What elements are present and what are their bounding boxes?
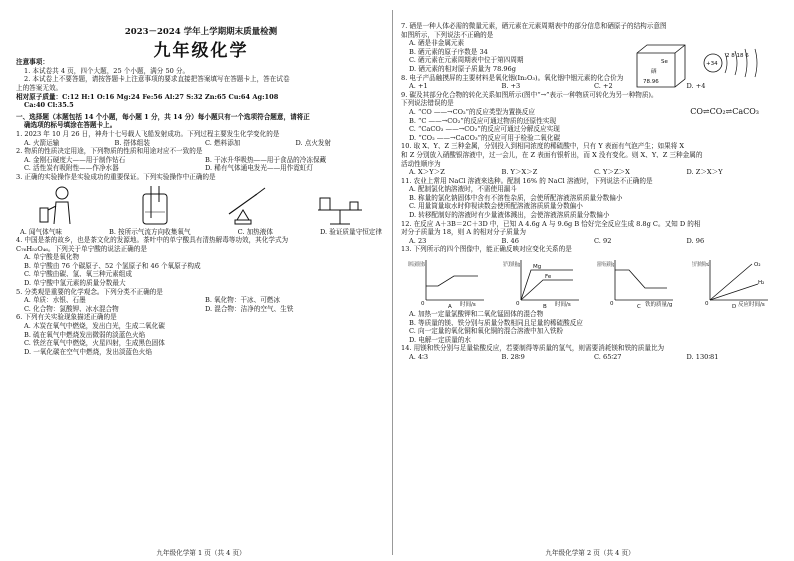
q3-options (16, 228, 386, 237)
q12-option: C. 92 (594, 236, 612, 245)
q13-stem: 13. 下列所示的四个图像中，能正确反映对应变化关系的是 (401, 245, 572, 254)
q5-option: B. 氧化物：干冰、可燃冰 (205, 296, 280, 305)
graph-c-xlabel: 铁的质量/g (645, 302, 673, 309)
notes-item: 上的答案无效。 (16, 83, 63, 92)
q14-option: A. 4∶3 (409, 353, 429, 361)
nucleus-charge: +34 (706, 61, 718, 68)
q3-option: B. 按所示气流方向收集氧气 (108, 227, 191, 236)
q6-option: A. 木炭在氧气中燃烧，发出白光，生成二氧化碳 (24, 322, 165, 331)
q9-option: C. “CaCO₃ ——→CO₂”的反应可通过分解反应实现 (409, 125, 560, 134)
graph-b (502, 256, 583, 311)
q6-option: C. 铁丝在氧气中燃烧，火星四射，生成黑色固体 (24, 339, 165, 348)
electron-shells: 2 8 18 6 (726, 53, 749, 60)
graph-a-xlabel: 时间/s (460, 302, 476, 309)
q9-stem: 9. 碳及其部分化合物的转化关系如图所示(图中“→”表示一种物质可转化为另一种物质)。 (401, 90, 658, 99)
graph-d-series: H₂ (757, 280, 765, 287)
q7-option: C. 硒元素在元素周期表中位于第四周期 (409, 56, 524, 65)
q8-option: B. +3 (501, 82, 521, 91)
q9-option: D. “CO₂ ——→CaCO₃”的反应可用于检验二氧化碳 (409, 133, 561, 142)
graph-c-ylabel: 溶液中铜元素质量/g (597, 262, 647, 269)
q5-stem: 5. 分类观是重要的化学观念。下列分类不正确的是 (16, 287, 163, 296)
balance-figure (310, 184, 370, 226)
q2-option: A. 金刚石硬度大——用于制作钻石 (24, 155, 126, 164)
column-divider (392, 10, 393, 555)
sniff-gas-figure (32, 184, 92, 226)
section-intro-2: 确选项的标号填涂在答题卡上。 (24, 121, 117, 130)
q13-option: B. 等质量的镁、铁分别与质量分数相同且足量的稀硫酸反应 (409, 318, 583, 327)
q9-stem-2: 下列说法错误的是 (401, 99, 454, 108)
carbon-cycle-figure: CO⇌CO₂⇌CaCO₃ (690, 106, 759, 116)
graph-b-origin: 0 (515, 301, 520, 308)
graph-b-xlabel: 时间/s (554, 302, 571, 309)
footer-right: 九年级化学第 2 页（共 4 页） (545, 549, 635, 558)
q8-option: C. +2 (594, 82, 613, 91)
q6-option: D. 一氧化碳在空气中燃烧，发出淡蓝色火焰 (24, 347, 152, 356)
graph-a (408, 256, 488, 311)
q11-option: C. 用量筒量取水时仰视读数会使所配溶液溶质质量分数偏小 (409, 202, 583, 211)
atomic-mass: 相对原子质量：C:12 H:1 O:16 Mg:24 Fe:56 Al:27 S:32 Zn:65 Cu:64 Ag:108 (16, 92, 279, 101)
q2-options (16, 156, 386, 173)
graph-a-origin: 0 (421, 301, 425, 308)
graph-d (691, 256, 772, 311)
q2-option: D. 稀有气体通电发光——用作霓虹灯 (205, 164, 314, 173)
q11-option: A. 配制氯化钠溶液时，不需使用漏斗 (409, 185, 517, 194)
q12-option: A. 23 (409, 236, 427, 245)
q9-option: B. “C ——→CO₂”的反应可通过物质的还原性实现 (409, 116, 557, 125)
exam-title: 2023－2024 学年上学期期末质量检测 (124, 27, 278, 37)
q5-option: A. 单质：水银、石墨 (24, 296, 86, 305)
q10-stem-2: 和 Z 分别放入硝酸银溶液中，过一会儿，在 Z 表面有银析出，而 X 没有变化。则 X、Y、Z 三种金属的 (401, 150, 703, 159)
q14-options (401, 353, 779, 362)
q4-option: B. 单宁酸由 76 个碳原子、52 个氢原子和 46 个氧原子构成 (24, 261, 201, 270)
graph-d-xlabel: 反应时间/s (737, 302, 765, 309)
q7-option: D. 硒元素的相对原子质量为 78.96g (409, 64, 516, 73)
q1-options (16, 139, 386, 148)
graph-c (597, 256, 677, 311)
subject-title: 九年级化学 (153, 40, 249, 61)
q11-option: B. 称量的氯化钠固体中含有不溶性杂质，会使所配溶液溶质质量分数偏小 (409, 193, 623, 202)
graph-d-tag: D (731, 304, 736, 311)
q10-option: B. Y＞X＞Z (501, 168, 538, 177)
q7-stem-2: 如图所示，下列说法不正确的是 (401, 30, 494, 39)
heat-liquid-figure (217, 184, 277, 226)
q14-option: C. 65∶27 (594, 353, 622, 361)
q7-stem: 7. 硒是一种人体必需的微量元素，硒元素在元素周期表中的部分信息和硒原子的结构示意图 (401, 22, 667, 30)
q1-option: C. 燃料添加 (205, 138, 241, 147)
q3-option: A. 闻气体气味 (20, 227, 62, 236)
q12-stem-2: 对分子质量为 18，则 A 的相对分子质量为 (401, 228, 526, 237)
q3-option: D. 验证质量守恒定律 (320, 227, 382, 236)
q4-stem-2: C₇₆H₅₂O₄₆。下列关于单宁酸的说法正确的是 (16, 244, 147, 253)
notes-item: 2. 本试卷上不要答题，请按答题卡上注意事项的要求直接把答案填写在答题卡上，答在试卷 (24, 75, 290, 84)
graph-c-origin: 0 (610, 301, 614, 308)
q8-option: D. +4 (686, 82, 706, 91)
element-mass: 78.96 (643, 79, 659, 86)
graph-b-series: Fe (544, 274, 551, 281)
q4-stem: 4. 中国是茶的故乡，也是茶文化的发源地。茶叶中的单宁酸具有清热解毒等功效，其化学式为 (16, 236, 289, 245)
graph-d-origin: 0 (704, 301, 709, 308)
graph-d-series: O₂ (753, 262, 761, 269)
q1-option: D. 点火发射 (295, 138, 332, 147)
q1-stem: 1. 2023 年 10 月 26 日，神舟十七号载人飞船发射成功。下列过程主要发生化学变化的是 (16, 129, 280, 138)
q3-option: C. 加热液体 (237, 227, 273, 236)
q13-option: D. 电解一定质量的水 (409, 335, 471, 344)
graph-b-tag: B (542, 304, 547, 311)
q8-stem: 8. 电子产品触摸屏的主要材料是氧化铟(In₂O₃)。氧化铟中铟元素的化合价为 (401, 73, 624, 82)
q14-stem: 14. 用镁和铁分别与足量盐酸反应，若要制得等质量的氢气，则需要消耗镁和铁的质量比为 (401, 344, 665, 353)
q7-option: B. 硒元素的原子序数是 34 (409, 47, 488, 56)
graph-c-tag: C (637, 304, 642, 311)
selenium-element-figure (627, 39, 777, 91)
q10-stem-3: 活动性顺序为 (401, 159, 441, 168)
q13-graphs (401, 256, 779, 311)
q14-option: B. 28∶9 (501, 353, 525, 361)
q10-option: C. Y＞Z＞X (594, 168, 630, 177)
q5-option: C. 化合物：氯酸钾、冰水混合物 (24, 304, 119, 313)
q11-stem: 11. 农业上常用 NaCl 溶液来选种。配制 16% 的 NaCl 溶液时，下列说法不正确的是 (401, 176, 653, 185)
q12-stem: 12. 在反应 A＋3B＝2C＋3D 中，已知 A 4.6g A 与 9.6g B 恰好完全反应生成 8.8g C。又知 D 的相 (401, 219, 701, 228)
q14-option: D. 130∶81 (686, 353, 719, 361)
q2-option: B. 干冰升华吸热——用于食品的冷冻保藏 (205, 155, 327, 164)
notes-item: 1. 本试卷共 4 页，四个大题，25 个小题，满分 50 分。 (24, 66, 190, 75)
atomic-mass-2: Ca:40 Cl:35.5 (24, 101, 74, 110)
footer-left: 九年级化学第 1 页（共 4 页） (156, 549, 246, 558)
gas-bottle-figure (125, 184, 185, 226)
q4-option: C. 单宁酸由碳、氢、氧三种元素组成 (24, 270, 132, 279)
element-name: 硒 (651, 69, 657, 76)
q1-option: A. 火箭运输 (24, 138, 60, 147)
q9-option: A. “CO ——→CO₂”的反应类型为置换反应 (409, 107, 535, 116)
q10-option: D. Z＞X＞Y (686, 168, 723, 177)
q5-option: D. 混合物：洁净的空气、生铁 (205, 304, 294, 313)
q10-stem: 10. 取 X、Y、Z 三种金属，分别投入到相同浓度的稀硫酸中，只有 Y 表面有气泡产生；如果将 X (401, 142, 685, 151)
graph-b-ylabel: 氢气的质量/g (502, 262, 536, 269)
section-intro: 一、选择题（本题包括 14 个小题，每小题 1 分，共 14 分）每小题只有一个选项符合题意，请将正 (16, 112, 310, 121)
q4-option: D. 单宁酸中氢元素的质量分数最大 (24, 279, 126, 288)
q10-option: A. X＞Y＞Z (409, 168, 445, 177)
graph-a-tag: A (448, 304, 453, 311)
q10-options (401, 168, 779, 177)
element-symbol: Se (661, 59, 668, 66)
left-column (16, 0, 386, 561)
q11-option: D. 转移配制好的溶液时有少量液体溅出，会使溶液溶质质量分数偏小 (409, 211, 610, 220)
q13-option: A. 加热一定量氯酸钾和二氧化锰固体的混合物 (409, 310, 544, 319)
q8-option: A. +1 (409, 82, 428, 91)
q6-option: B. 硫在氧气中燃烧发出微弱的淡蓝色火焰 (24, 330, 146, 339)
q3-stem: 3. 正确的实验操作是实验成功的重要保证。下列实验操作中正确的是 (16, 172, 216, 181)
notes-title: 注意事项： (16, 58, 49, 67)
q6-stem: 6. 下列有关实验现象描述正确的是 (16, 313, 117, 322)
graph-d-ylabel: 生成气体的体积/mL (691, 262, 741, 269)
q13-option: C. 向一定量的氧化铜和氧化铜的混合溶液中加入铁粉 (409, 327, 564, 336)
q12-option: B. 46 (501, 236, 519, 245)
q3-figures (16, 184, 386, 226)
right-column (401, 0, 779, 561)
q12-option: D. 96 (686, 236, 705, 245)
q9-block (401, 108, 779, 142)
graph-a-ylabel: 固体中锰元素的质量分数/% (408, 262, 476, 269)
graph-b-series: Mg (532, 264, 541, 271)
q7-option: A. 硒是非金属元素 (409, 39, 465, 48)
q5-options (16, 296, 386, 313)
q2-option: C. 活性炭有吸附性——作净水器 (24, 164, 119, 173)
q4-option: A. 单宁酸是氧化物 (24, 253, 80, 262)
q2-stem: 2. 物质的性质决定用途，下列物质的性质和用途对应不一致的是 (16, 147, 203, 156)
q1-option: B. 搭体组装 (114, 138, 150, 147)
